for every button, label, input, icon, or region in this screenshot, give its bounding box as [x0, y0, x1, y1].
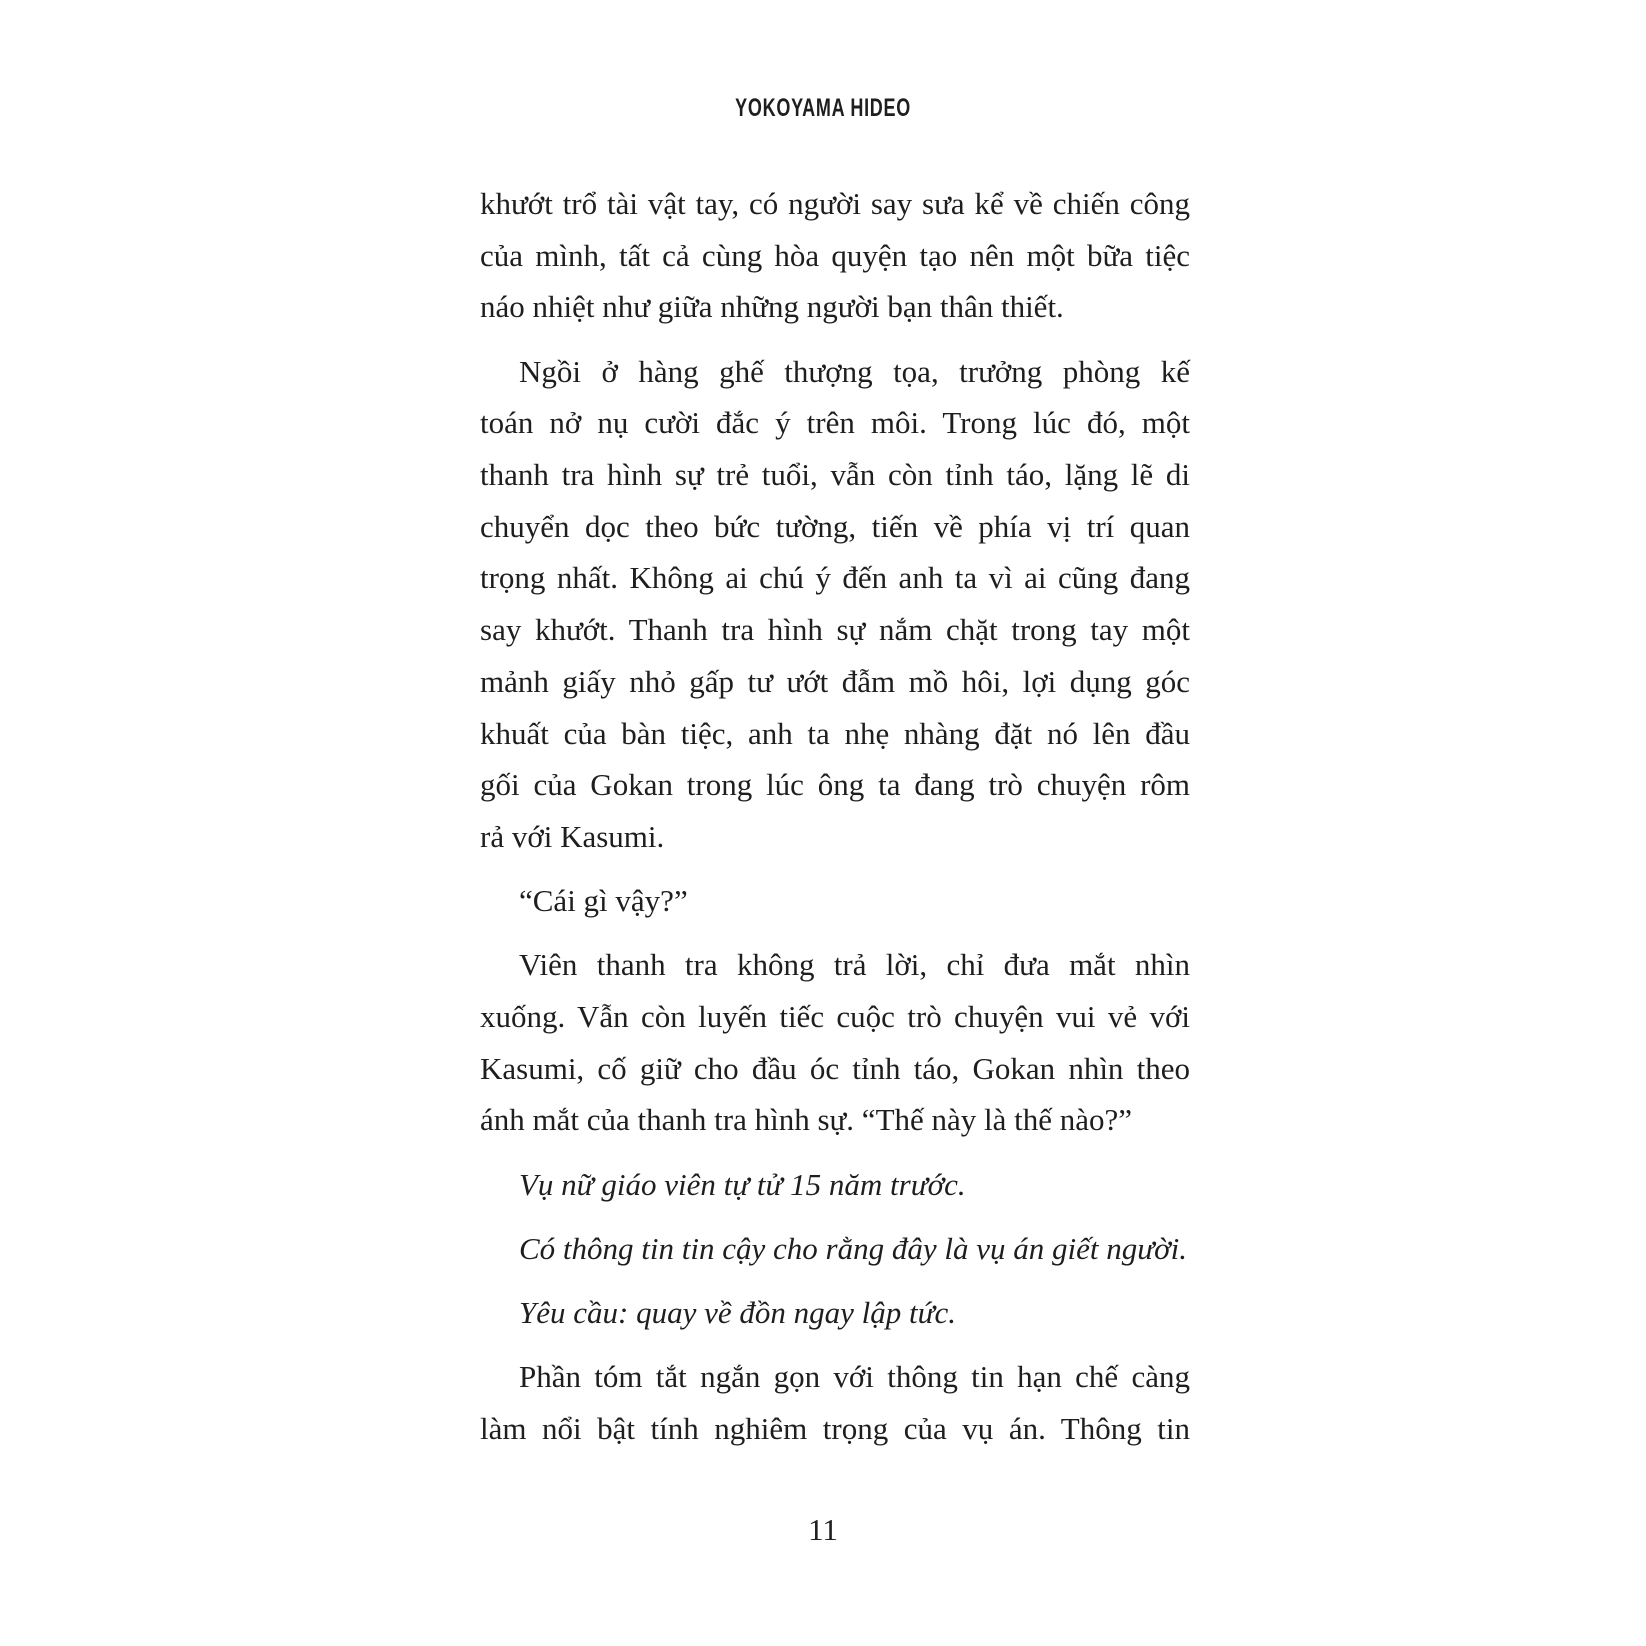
paragraph — [480, 939, 1190, 1146]
author-name: YOKOYAMA HIDEO — [735, 94, 911, 122]
paragraph — [480, 1287, 1190, 1339]
text-line: náo nhiệt như giữa những người bạn thân thiết. — [480, 289, 1064, 325]
paragraph — [480, 346, 1190, 863]
text-line: Kasumi, cố giữ cho đầu óc tỉnh táo, Gokan nhìn theo — [480, 1050, 1190, 1086]
text-line: của mình, tất cả cùng hòa quyện tạo nên một bữa tiệc — [480, 237, 1190, 273]
paragraph — [480, 1223, 1190, 1275]
text-line: Vụ nữ giáo viên tự tử 15 năm trước. — [519, 1166, 966, 1202]
text-line: Viên thanh tra không trả lời, chỉ đưa mắt nhìn — [519, 947, 1190, 983]
running-header — [0, 94, 1646, 123]
text-line: say khướt. Thanh tra hình sự nắm chặt trong tay một — [480, 612, 1190, 648]
paragraph — [480, 1159, 1190, 1211]
text-line: gối của Gokan trong lúc ông ta đang trò chuyện rôm — [480, 767, 1190, 803]
text-line: rả với Kasumi. — [480, 818, 665, 854]
text-line: mảnh giấy nhỏ gấp tư ướt đẫm mồ hôi, lợi dụng góc — [480, 663, 1190, 699]
text-line: khướt trổ tài vật tay, có người say sưa kể về chiến công — [480, 186, 1190, 221]
text-line: Yêu cầu: quay về đồn ngay lập tức. — [519, 1295, 957, 1331]
page-number: 11 — [808, 1512, 838, 1547]
text-line: chuyển dọc theo bức tường, tiến về phía vị trí quan — [480, 508, 1190, 544]
text-line: xuống. Vẫn còn luyến tiếc cuộc trò chuyện vui vẻ với — [480, 999, 1190, 1035]
body-text — [480, 178, 1190, 1455]
text-line: Phần tóm tắt ngắn gọn với thông tin hạn chế càng — [519, 1359, 1190, 1395]
paragraph — [480, 1351, 1190, 1454]
text-line: Có thông tin tin cậy cho rằng đây là vụ án giết người. — [519, 1230, 1188, 1266]
text-line: toán nở nụ cười đắc ý trên môi. Trong lúc đó, một — [480, 405, 1190, 441]
paragraph — [480, 178, 1190, 333]
text-line: ánh mắt của thanh tra hình sự. “Thế này là thế nào?” — [480, 1102, 1133, 1138]
text-line: trọng nhất. Không ai chú ý đến anh ta vì ai cũng đang — [480, 560, 1190, 596]
text-line: “Cái gì vậy?” — [519, 883, 688, 919]
paragraph — [480, 875, 1190, 927]
text-line: thanh tra hình sự trẻ tuổi, vẫn còn tỉnh táo, lặng lẽ di — [480, 457, 1190, 493]
text-line: làm nổi bật tính nghiêm trọng của vụ án. Thông tin — [480, 1410, 1190, 1446]
text-line: Ngồi ở hàng ghế thượng tọa, trưởng phòng kế — [519, 353, 1190, 389]
text-line: khuất của bàn tiệc, anh ta nhẹ nhàng đặt nó lên đầu — [480, 715, 1190, 751]
